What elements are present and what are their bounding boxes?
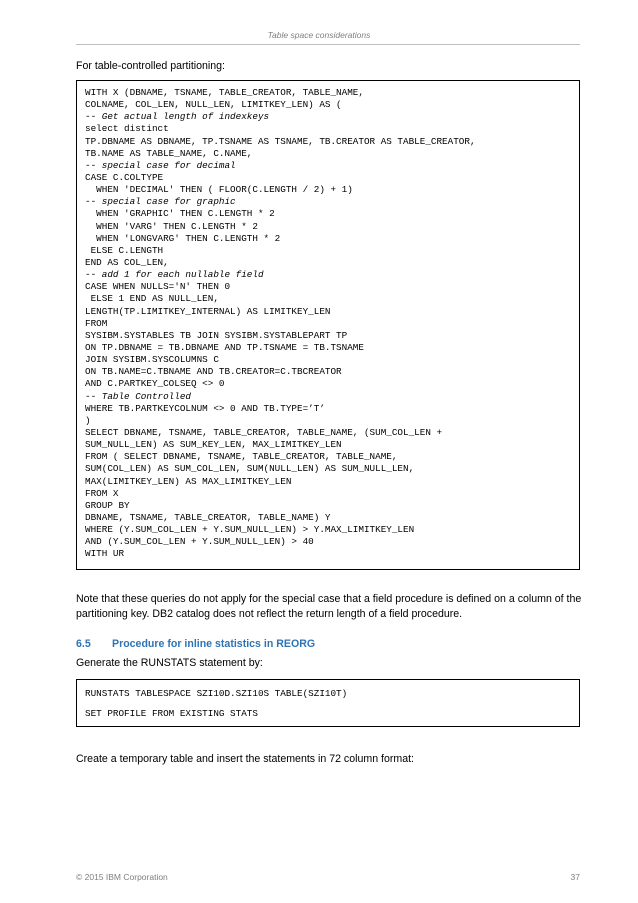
sql-code-line: SUM_NULL_LEN) AS SUM_KEY_LEN, MAX_LIMITKEY_LEN xyxy=(85,439,342,451)
running-header: Table space considerations xyxy=(267,30,371,40)
sql-code-line: TB.NAME AS TABLE_NAME, C.NAME, xyxy=(85,147,253,159)
sql-code-line: ON TB.NAME=C.TBNAME AND TB.CREATOR=C.TBCREATOR xyxy=(85,366,342,378)
sql-code-line: DBNAME, TSNAME, TABLE_CREATOR, TABLE_NAME) Y xyxy=(85,511,331,523)
sql-code-line: WHEN 'LONGVARG' THEN C.LENGTH * 2 xyxy=(85,232,281,244)
sql-code-line: WHEN 'DECIMAL' THEN ( FLOOR(C.LENGTH / 2) + 1) xyxy=(85,184,353,196)
sql-code-line: CASE WHEN NULLS='N' THEN 0 xyxy=(85,281,231,293)
runstats-code-box xyxy=(76,679,580,727)
sql-code-line: SELECT DBNAME, TSNAME, TABLE_CREATOR, TABLE_NAME, (SUM_COL_LEN + xyxy=(85,426,443,438)
sql-code-line: CASE C.COLTYPE xyxy=(85,171,164,183)
sql-comment-line: -- Get actual length of indexkeys xyxy=(85,111,270,123)
sql-code-line: SYSIBM.SYSTABLES TB JOIN SYSIBM.SYSTABLEPART TP xyxy=(85,329,348,341)
sql-query-lines xyxy=(85,87,579,560)
sql-code-line: GROUP BY xyxy=(85,499,130,511)
runstats-line: RUNSTATS TABLESPACE SZI10D.SZI10S TABLE(SZI10T) xyxy=(85,688,348,699)
sql-code-line: WITH X (DBNAME, TSNAME, TABLE_CREATOR, TABLE_NAME, xyxy=(85,87,364,98)
sql-code-line: ELSE 1 END AS NULL_LEN, xyxy=(85,293,219,305)
section-number: 6.5 xyxy=(76,638,91,650)
intro-text: For table-controlled partitioning: xyxy=(76,60,225,72)
sql-code-line: END AS COL_LEN, xyxy=(85,256,169,268)
sql-code-line: AND (Y.SUM_COL_LEN + Y.SUM_NULL_LEN) > 40 xyxy=(85,536,314,548)
sql-query-box xyxy=(76,80,580,570)
sql-code-line: FROM X xyxy=(85,487,119,499)
sql-comment-line: -- add 1 for each nullable field xyxy=(85,269,264,281)
sql-code-line: FROM xyxy=(85,317,108,329)
sql-comment-line: -- special case for graphic xyxy=(85,196,236,208)
section-title: Procedure for inline statistics in REORG xyxy=(112,638,316,650)
section-heading xyxy=(76,638,315,650)
runstats-line: SET PROFILE FROM EXISTING STATS xyxy=(85,708,258,719)
sql-code-line: WHERE TB.PARTKEYCOLNUM <> 0 AND TB.TYPE=’T’ xyxy=(85,402,325,414)
sql-code-line: ON TP.DBNAME = TB.DBNAME AND TP.TSNAME = TB.TSNAME xyxy=(85,341,364,353)
sql-code-line: MAX(LIMITKEY_LEN) AS MAX_LIMITKEY_LEN xyxy=(85,475,292,487)
sql-code-line: FROM ( SELECT DBNAME, TSNAME, TABLE_CREATOR, TABLE_NAME, xyxy=(85,451,398,463)
sql-comment-line: -- Table Controlled xyxy=(85,390,192,402)
sql-code-line: LENGTH(TP.LIMITKEY_INTERNAL) AS LIMITKEY_LEN xyxy=(85,305,331,317)
sql-code-line: COLNAME, COL_LEN, NULL_LEN, LIMITKEY_LEN) AS ( xyxy=(85,99,342,111)
sql-code-line: WITH UR xyxy=(85,548,125,560)
header-rule xyxy=(76,44,580,45)
runstats-intro-text: Generate the RUNSTATS statement by: xyxy=(76,657,263,669)
sql-code-line: JOIN SYSIBM.SYSCOLUMNS C xyxy=(85,354,219,366)
sql-code-line: WHERE (Y.SUM_COL_LEN + Y.SUM_NULL_LEN) > Y.MAX_LIMITKEY_LEN xyxy=(85,524,415,536)
sql-code-line: WHEN 'VARG' THEN C.LENGTH * 2 xyxy=(85,220,258,232)
temp-table-text: Create a temporary table and insert the statements in 72 column format: xyxy=(76,753,414,765)
sql-code-line: AND C.PARTKEY_COLSEQ <> 0 xyxy=(85,378,225,390)
sql-comment-line: -- special case for decimal xyxy=(85,159,236,171)
note-text: Note that these queries do not apply for the special case that a field procedure is defined on a column of the partitioning key. DB2 catalog does not reflect the return length of a field procedure. xyxy=(76,593,582,620)
sql-code-line: TP.DBNAME AS DBNAME, TP.TSNAME AS TSNAME, TB.CREATOR AS TABLE_CREATOR, xyxy=(85,135,476,147)
footer-copyright: © 2015 IBM Corporation xyxy=(76,872,168,882)
page-number: 37 xyxy=(570,872,580,882)
sql-code-line: select distinct xyxy=(85,123,169,135)
sql-code-line: ELSE C.LENGTH xyxy=(85,244,164,256)
sql-code-line: SUM(COL_LEN) AS SUM_COL_LEN, SUM(NULL_LEN) AS SUM_NULL_LEN, xyxy=(85,463,415,475)
sql-code-line: ) xyxy=(85,414,91,426)
sql-code-line: WHEN 'GRAPHIC' THEN C.LENGTH * 2 xyxy=(85,208,275,220)
